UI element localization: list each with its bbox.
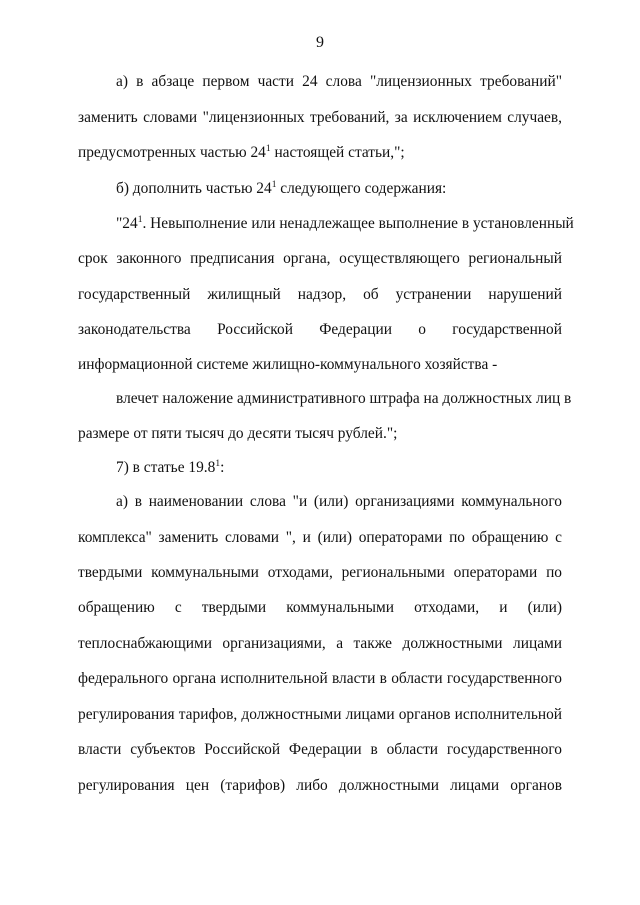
text-line-4 (116, 179, 562, 199)
text-line-11: размере от пяти тысяч до десяти тысяч рублей."; (78, 425, 398, 442)
text-line-10: влечет наложение административного штрафа на должностных лиц в (116, 390, 572, 407)
text-line-17: теплоснабжающими организациями, а также должностными лицами (78, 635, 562, 652)
text-line-12-end: : (220, 459, 225, 476)
text-line-4-start: б) дополнить частью 24 (116, 180, 272, 197)
text-line-7: государственный жилищный надзор, об устранении нарушений (78, 286, 562, 303)
text-line-5 (116, 214, 574, 234)
text-line-5-start: "24 (116, 215, 138, 232)
text-line-9: информационной системе жилищно-коммунального хозяйства - (78, 356, 498, 373)
text-line-21: регулирования цен (тарифов) либо должностными лицами органов (78, 777, 562, 794)
text-line-3 (78, 143, 562, 163)
superscript-1: 1 (137, 215, 143, 225)
text-line-6: срок законного предписания органа, осуществляющего региональный (78, 250, 562, 267)
text-line-13: а) в наименовании слова "и (или) организациями коммунального (116, 493, 562, 510)
superscript-1: 1 (215, 459, 221, 469)
text-line-20: власти субъектов Российской Федерации в области государственного (78, 741, 562, 758)
text-line-1: а) в абзаце первом части 24 слова "лицензионных требований" (116, 73, 562, 90)
page-number: 9 (316, 34, 324, 51)
text-line-14: комплекса" заменить словами ", и (или) операторами по обращению с (78, 529, 562, 546)
text-line-3-start: предусмотренных частью 24 (78, 144, 266, 161)
text-line-3-end: настоящей статьи,"; (270, 144, 405, 161)
text-line-5-end: . Невыполнение или ненадлежащее выполнение в установленный (142, 215, 574, 232)
text-line-16: обращению с твердыми коммунальными отходами, и (или) (78, 599, 562, 616)
text-line-12-start: 7) в статье 19.8 (116, 459, 216, 476)
text-line-8: законодательства Российской Федерации о государственной (78, 321, 562, 338)
text-line-2: заменить словами "лицензионных требований, за исключением случаев, (78, 109, 562, 126)
text-line-18: федерального органа исполнительной власти в области государственного (78, 670, 562, 687)
text-line-12 (116, 458, 562, 478)
text-line-4-end: следующего содержания: (276, 180, 447, 197)
superscript-1: 1 (271, 180, 277, 190)
text-line-19: регулирования тарифов, должностными лицами органов исполнительной (78, 706, 562, 723)
text-line-15: твердыми коммунальными отходами, региональными операторами по (78, 564, 562, 581)
superscript-1: 1 (265, 144, 271, 154)
